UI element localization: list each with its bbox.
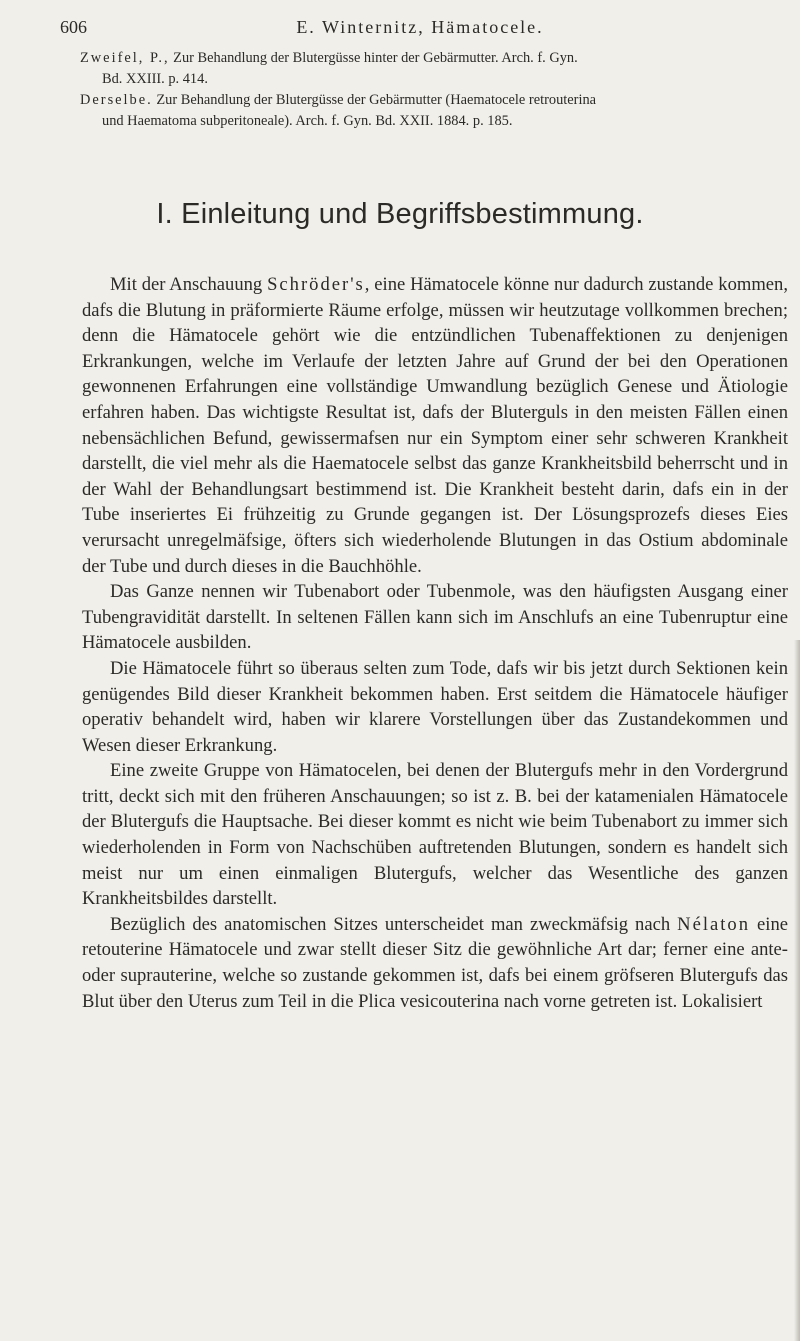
paragraph-text: , eine Hämatocele könne nur dadurch zustande kommen, dafs die Blutung in präformierte Räume erfolge, müssen wir heutzutage vollkommen brechen; denn die Hämatocele gehört wie die entzündlichen Tubenaffektionen zu denjenigen Erkrankungen, welche im Verlaufe der letzten Jahre auf Grund der bei den Operationen gewonnenen Erfahrungen eine vollständige Umwandlung bezüglich Genese und Ätiologie erfahren haben. Das wichtigste Resultat ist, dafs der Bluterguls in den meisten Fällen einen nebensächlichen Befund, gewissermafsen nur ein Symptom einer sehr schweren Krankheit darstellt, die viel mehr als die Haematocele selbst das ganze Krankheitsbild beherrscht und in der Wahl der Behandlungsart bestimmend ist. Die Krankheit besteht darin, dafs ein in der Tube inseriertes Ei frühzeitig zu Grunde gegangen ist. Der Lösungsprozefs dieses Eies verursacht unregelmäfsige, öfters sich wiederholende Blutungen in das Ostium abdominale der Tube und durch dieses in die Bauchhöhle. xyxy=(82,274,788,577)
paragraph xyxy=(82,272,788,579)
paragraph-text: Bezüglich des anatomischen Sitzes unterscheidet man zweckmäfsig nach xyxy=(110,913,678,935)
paragraph xyxy=(82,656,788,758)
paragraph-text: Mit der Anschauung xyxy=(110,274,268,295)
paragraph-text: Die Hämatocele führt so überaus selten zum Tode, dafs wir bis jetzt durch Sektionen kein genügendes Bild dieser Krankheit bekommen haben. Erst seitdem die Hämatocele häufiger operativ behandelt wird, haben wir klarere Vorstellungen über das Zustandekommen und Wesen dieser Erkrankung. xyxy=(82,657,788,756)
paragraph-text: Eine zweite Gruppe von Hämatocelen, bei denen der Blutergufs mehr in den Vordergrund tritt, deckt sich mit den früheren Anschauungen; so ist z. B. bei der katamenialen Hämatocele der Blutergufs die Hauptsache. Bei dieser kommt es nicht wie beim Tubenabort zu immer sich wiederholenden in Form von Nachschüben auftretenden Blutungen, sondern es handelt sich meist nur um einen einmaligen Blutergufs, welcher das Wesentliche des ganzen Krankheitsbildes darstellt. xyxy=(82,760,788,910)
paragraph xyxy=(82,758,788,912)
reference-author: Derselbe. xyxy=(80,92,153,108)
page-header xyxy=(60,14,780,40)
reference-entry xyxy=(80,48,788,69)
paragraph-text: Das Ganze nennen wir Tubenabort oder Tubenmole, was den häufigsten Ausgang einer Tubengravidität darstellt. In seltenen Fällen kann sich im Anschlufs an eine Tubenruptur eine Hämatocele ausbilden. xyxy=(82,581,788,654)
body-text xyxy=(82,272,788,1014)
reference-entry-continuation: Bd. XXIII. p. 414. xyxy=(102,71,208,87)
running-head: E. Winternitz, Hämatocele. xyxy=(296,17,544,37)
reference-entry-continuation: und Haematoma subperitoneale). Arch. f. Gyn. Bd. XXII. 1884. p. 185. xyxy=(102,113,513,129)
paragraph xyxy=(82,912,788,1014)
reference-text: Zur Behandlung der Blutergüsse der Gebärmutter (Haematocele retrouterina xyxy=(156,92,597,108)
reference-text: Zur Behandlung der Blutergüsse hinter der Gebärmutter. Arch. f. Gyn. xyxy=(173,50,578,66)
reference-list xyxy=(80,48,788,132)
reference-author: Zweifel, P., xyxy=(80,50,170,66)
author-name: Nélaton xyxy=(677,913,751,935)
paragraph-text: eine retouterine Hämatocele und zwar stellt dieser Sitz die gewöhnliche Art dar; ferner eine ante- oder suprauterine, welche so zustande gekommen ist, dafs bei einem gröfseren Blutergufs das Blut über den Uterus zum Teil in die Plica vesicouterina nach vorne getreten ist. Lokalisiert xyxy=(82,913,789,1012)
section-title: I. Einleitung und Begriffsbestimmung. xyxy=(156,198,644,230)
paragraph xyxy=(82,579,788,656)
page-edge-shadow xyxy=(794,640,800,1341)
reference-entry xyxy=(80,90,788,111)
page-number: 606 xyxy=(60,17,87,37)
author-name: Schröder's xyxy=(267,274,365,295)
